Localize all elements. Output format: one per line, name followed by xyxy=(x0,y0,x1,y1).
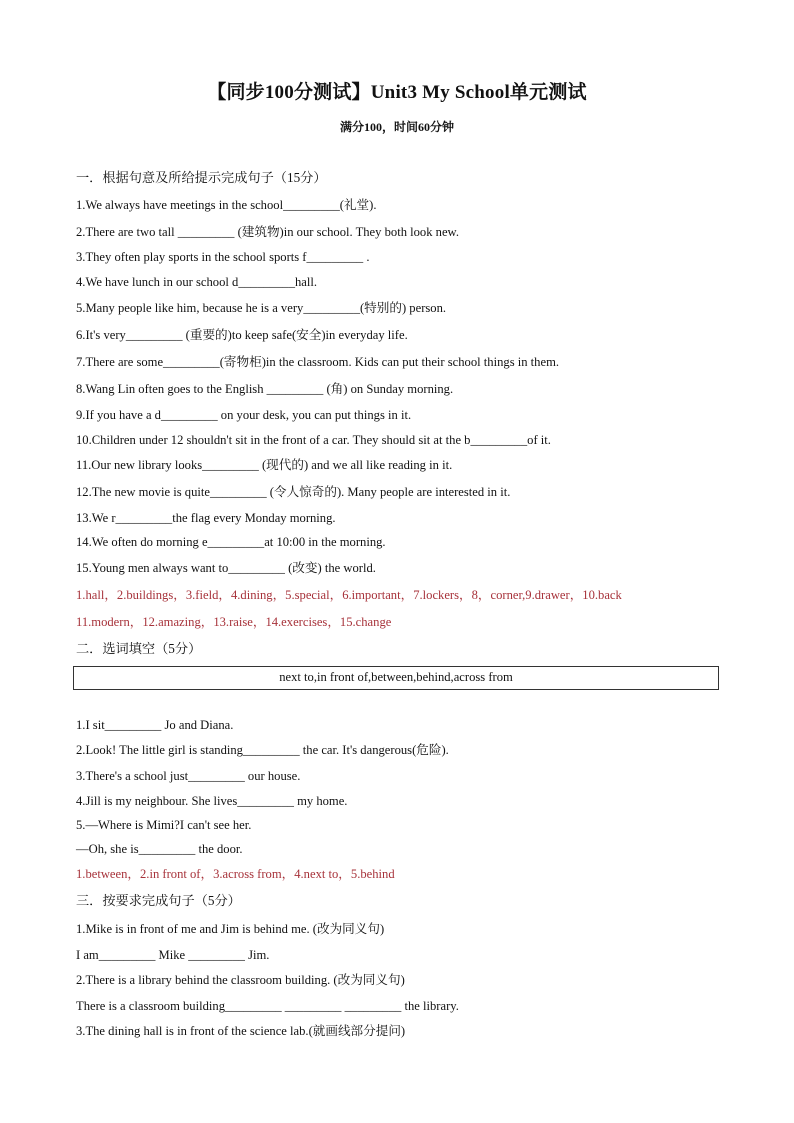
question-line: 6.It's very_________ (重要的)to keep safe(安全)in everyday life. xyxy=(76,328,408,342)
question-line: 3.They often play sports in the school sports f_________ . xyxy=(76,250,370,264)
question-line: 12.The new movie is quite_________ (令人惊奇的). Many people are interested in it. xyxy=(76,485,511,499)
question-line: 4.Jill is my neighbour. She lives_________ my home. xyxy=(76,794,348,808)
document-subtitle: 满分100，时间60分钟 xyxy=(339,120,454,134)
question-line: 1.Mike is in front of me and Jim is behind me. (改为同义句) xyxy=(76,922,385,936)
question-line: 10.Children under 12 shouldn't sit in the front of a car. They should sit at the b_________of it. xyxy=(76,433,551,447)
question-line: There is a classroom building_________ _________ _________ the library. xyxy=(76,999,459,1013)
document-title: 【同步100分测试】Unit3 My School单元测试 xyxy=(207,82,587,103)
question-line: 1.We always have meetings in the school_________(礼堂). xyxy=(76,198,377,212)
question-line: 3.There's a school just_________ our house. xyxy=(76,769,301,783)
question-line: I am_________ Mike _________ Jim. xyxy=(76,948,270,962)
question-line: 4.We have lunch in our school d_________hall. xyxy=(76,275,318,289)
question-line: 15.Young men always want to_________ (改变) the world. xyxy=(76,561,376,575)
question-line: 2.There are two tall _________ (建筑物)in our school. They both look new. xyxy=(76,225,459,239)
answer-key: 11.modern，12.amazing，13.raise，14.exercises，15.change xyxy=(76,615,392,629)
section1-heading: 一．根据句意及所给提示完成句子（15分） xyxy=(76,170,327,185)
question-line: 2.Look! The little girl is standing_________ the car. It's dangerous(危险). xyxy=(76,743,449,757)
answer-key: 1.between，2.in front of，3.across from，4.next to，5.behind xyxy=(76,867,395,881)
question-line: 2.There is a library behind the classroom building. (改为同义句) xyxy=(76,973,405,987)
question-line: 7.There are some_________(寄物柜)in the classroom. Kids can put their school things in them. xyxy=(76,355,560,369)
question-line: 1.I sit_________ Jo and Diana. xyxy=(76,718,234,732)
word-bank-box: next to,in front of,between,behind,across from xyxy=(73,666,719,690)
question-line: 5.Many people like him, because he is a very_________(特别的) person. xyxy=(76,301,447,315)
question-line: 11.Our new library looks_________ (现代的) and we all like reading in it. xyxy=(76,458,453,472)
question-line: 3.The dining hall is in front of the science lab.(就画线部分提问) xyxy=(76,1024,406,1038)
question-line: 8.Wang Lin often goes to the English _________ (角) on Sunday morning. xyxy=(76,382,454,396)
question-line: 9.If you have a d_________ on your desk, you can put things in it. xyxy=(76,408,412,422)
section3-heading: 三．按要求完成句子（5分） xyxy=(76,893,241,908)
question-line: 5.—Where is Mimi?I can't see her. xyxy=(76,818,252,832)
section2-heading: 二．选词填空（5分） xyxy=(76,641,202,656)
question-line: 14.We often do morning e_________at 10:00 in the morning. xyxy=(76,535,386,549)
question-line: —Oh, she is_________ the door. xyxy=(76,842,243,856)
answer-key: 1.hall，2.buildings，3.field，4.dining，5.special，6.important，7.lockers，8，corner,9.drawer，10.back xyxy=(76,588,622,602)
question-line: 13.We r_________the flag every Monday morning. xyxy=(76,511,336,525)
